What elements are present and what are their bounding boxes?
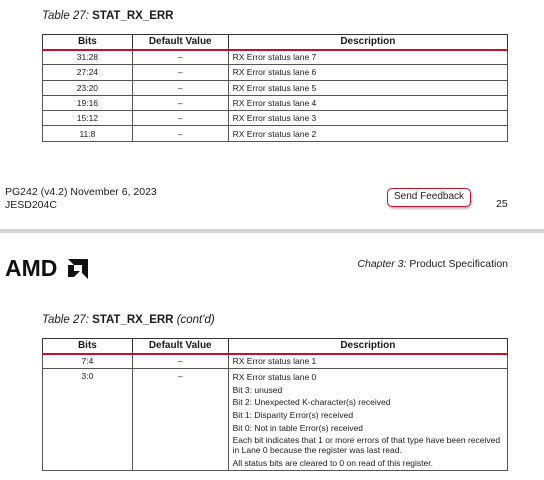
cell-description [228,369,507,471]
cell-bits: 7:4 [43,354,133,369]
logo-text: AMD [5,255,58,281]
description-line: Bit 2: Unexpected K-character(s) received [232,397,391,408]
page-number: 25 [496,198,508,210]
chapter-prefix: Chapter 3: [357,258,407,270]
cell-default: – [132,95,228,110]
chapter-heading [357,258,508,270]
header-default-value: Default Value [132,35,228,50]
table-row [43,65,508,80]
table-header-row [43,35,508,50]
cell-bits: 3:0 [43,369,133,471]
header-description: Description [228,35,507,50]
cell-default: – [132,65,228,80]
table-row [43,95,508,110]
table-row [43,126,508,141]
cell-bits: 23:20 [43,80,133,95]
table-row [43,354,508,369]
cell-description: RX Error status lane 4 [228,95,507,110]
cell-bits: 11:8 [43,126,133,141]
cell-default: – [132,80,228,95]
description-line: Bit 1: Disparity Error(s) received [232,410,354,421]
cell-default: – [132,354,228,369]
header-default-value: Default Value [132,339,228,354]
header-description: Description [228,339,507,354]
chapter-title: Product Specification [409,258,508,270]
cell-description: RX Error status lane 5 [228,80,507,95]
description-line: Bit 0: Not in table Error(s) received [232,422,364,433]
cell-default: – [132,111,228,126]
table-row [43,80,508,95]
table-row [43,111,508,126]
send-feedback-button[interactable]: Send Feedback [387,188,471,207]
cell-bits: 27:24 [43,65,133,80]
doc-id: PG242 (v4.2) November 6, 2023 [5,186,157,198]
description-line: All status bits are cleared to 0 on read of this register. [232,458,433,469]
product-name: JESD204C [5,199,57,211]
register-table-bottom [42,338,508,471]
caption-suffix: (cont'd) [176,314,215,326]
table-caption-top [42,10,173,22]
cell-default: – [132,50,228,65]
cell-description: RX Error status lane 3 [228,111,507,126]
cell-bits: 31:28 [43,50,133,65]
register-table-top [42,34,508,142]
description-line: Bit 3: unused [232,384,283,395]
description-line: Each bit indicates that 1 or more errors of that type have been received in Lane 0 because the register was last read. [232,435,501,456]
caption-prefix: Table 27: [42,314,89,326]
description-line: RX Error status lane 0 [232,372,317,383]
caption-prefix: Table 27: [42,10,89,22]
table-row [43,50,508,65]
caption-title: STAT_RX_ERR [92,10,174,22]
cell-description: RX Error status lane 7 [228,50,507,65]
cell-description: RX Error status lane 6 [228,65,507,80]
cell-description: RX Error status lane 1 [228,354,507,369]
header-bits: Bits [43,339,133,354]
table-caption-bottom [42,314,215,326]
cell-default: – [132,126,228,141]
header-bits: Bits [43,35,133,50]
cell-bits: 15:12 [43,111,133,126]
cell-description: RX Error status lane 2 [228,126,507,141]
table-row [43,369,508,471]
caption-title: STAT_RX_ERR [92,314,174,326]
cell-default: – [132,369,228,471]
page-footer-info [5,186,157,212]
page-separator [0,229,544,233]
cell-bits: 19:16 [43,95,133,110]
table-header-row [43,339,508,354]
amd-logo [5,255,91,281]
